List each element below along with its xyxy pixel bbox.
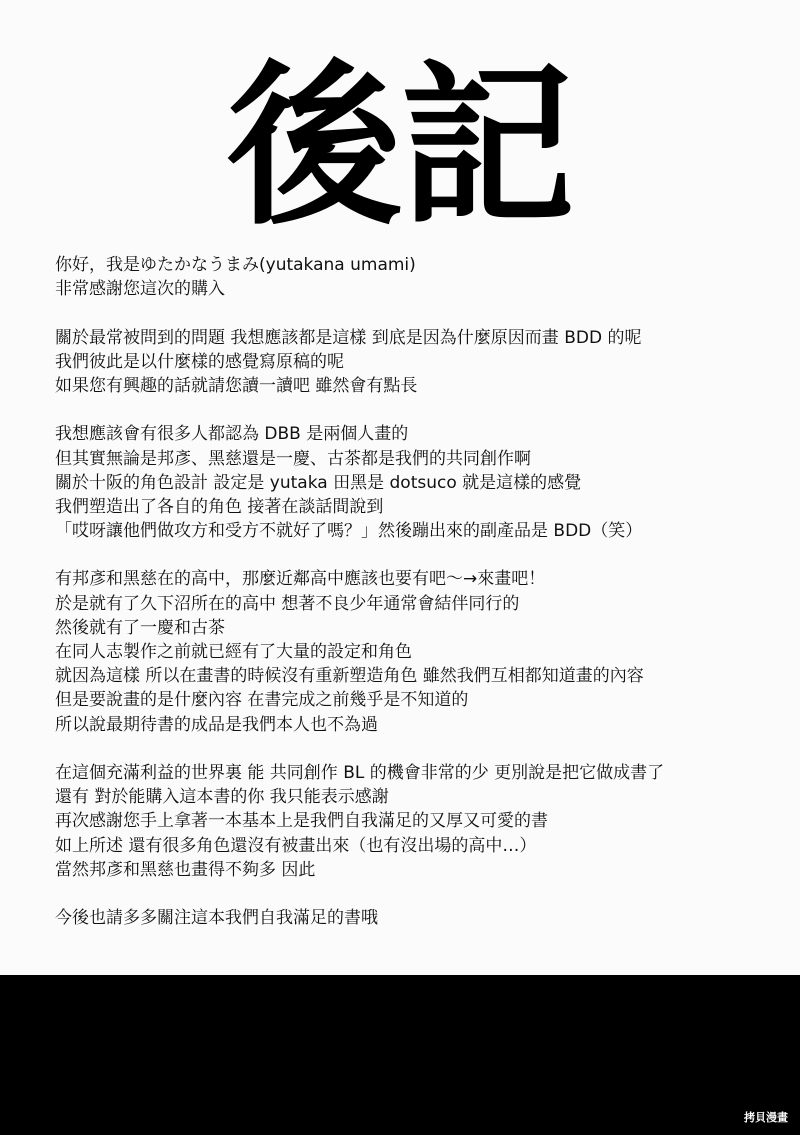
page-title: 後記 bbox=[227, 46, 573, 249]
text-line: 你好，我是ゆたかなうまみ(yutakana umami) bbox=[55, 255, 416, 275]
watermark: 拷貝漫畫 bbox=[744, 1111, 788, 1124]
text-line: 有邦彥和黑慈在的高中，那麼近鄰高中應該也要有吧～→來畫吧！ bbox=[55, 569, 546, 590]
paragraph bbox=[55, 422, 785, 543]
text-line: 但是要說畫的是什麼內容 在書完成之前幾乎是不知道的 bbox=[55, 690, 469, 711]
bottom-black-band bbox=[0, 975, 800, 1135]
text-line: 然後就有了一慶和古茶 bbox=[55, 617, 225, 638]
text-line: 我們塑造出了各自的角色 接著在談話間說到 bbox=[55, 496, 384, 517]
afterword-body bbox=[55, 253, 785, 930]
paragraph bbox=[55, 253, 785, 301]
text-line: 於是就有了久下沼所在的高中 想著不良少年通常會結伴同行的 bbox=[55, 593, 520, 614]
paragraph-gap bbox=[55, 301, 785, 325]
text-line: 再次感謝您手上拿著一本基本上是我們自我滿足的又厚又可愛的書 bbox=[55, 811, 548, 832]
text-line: 我們彼此是以什麼樣的感覺寫原稿的呢 bbox=[55, 351, 344, 372]
paragraph-gap bbox=[55, 737, 785, 761]
paragraph-gap bbox=[55, 882, 785, 906]
text-line: 今後也請多多關注這本我們自我滿足的書哦 bbox=[55, 908, 378, 929]
paragraph bbox=[55, 761, 785, 882]
text-line: 在同人志製作之前就已經有了大量的設定和角色 bbox=[55, 642, 412, 662]
text-line: 當然邦彥和黑慈也畫得不夠多 因此 bbox=[55, 859, 316, 880]
text-line: 關於十阪的角色設計 設定是 yutaka 田黑是 dotsuco 就是這樣的感覺 bbox=[55, 472, 582, 493]
text-line: 我想應該會有很多人都認為 DBB 是兩個人畫的 bbox=[55, 424, 409, 445]
text-line: 但其實無論是邦彥、黑慈還是一慶、古茶都是我們的共同創作啊 bbox=[55, 448, 531, 469]
paragraph bbox=[55, 567, 785, 736]
paragraph-gap bbox=[55, 398, 785, 422]
text-line: 如果您有興趣的話就請您讀一讀吧 雖然會有點長 bbox=[55, 375, 418, 396]
paragraph-gap bbox=[55, 543, 785, 567]
text-line: 在這個充滿利益的世界裏 能 共同創作 BL 的機會非常的少 更別說是把它做成書了 bbox=[55, 762, 665, 783]
paragraph bbox=[55, 906, 785, 930]
paragraph bbox=[55, 326, 785, 399]
text-line: 還有 對於能購入這本書的你 我只能表示感謝 bbox=[55, 787, 389, 808]
text-line: 如上所述 還有很多角色還沒有被畫出來（也有沒出場的高中…） bbox=[55, 835, 537, 856]
text-line: 關於最常被問到的問題 我想應該都是這樣 到底是因為什麼原因而畫 BDD 的呢 bbox=[55, 327, 642, 348]
text-line: 「哎呀讓他們做攻方和受方不就好了嗎？」然後蹦出來的副產品是 BDD（笑） bbox=[55, 521, 643, 542]
text-line: 所以說最期待書的成品是我們本人也不為過 bbox=[55, 714, 378, 735]
text-line: 非常感謝您這次的購入 bbox=[55, 279, 225, 300]
text-line: 就因為這樣 所以在畫書的時候沒有重新塑造角色 雖然我們互相都知道畫的內容 bbox=[55, 666, 644, 687]
